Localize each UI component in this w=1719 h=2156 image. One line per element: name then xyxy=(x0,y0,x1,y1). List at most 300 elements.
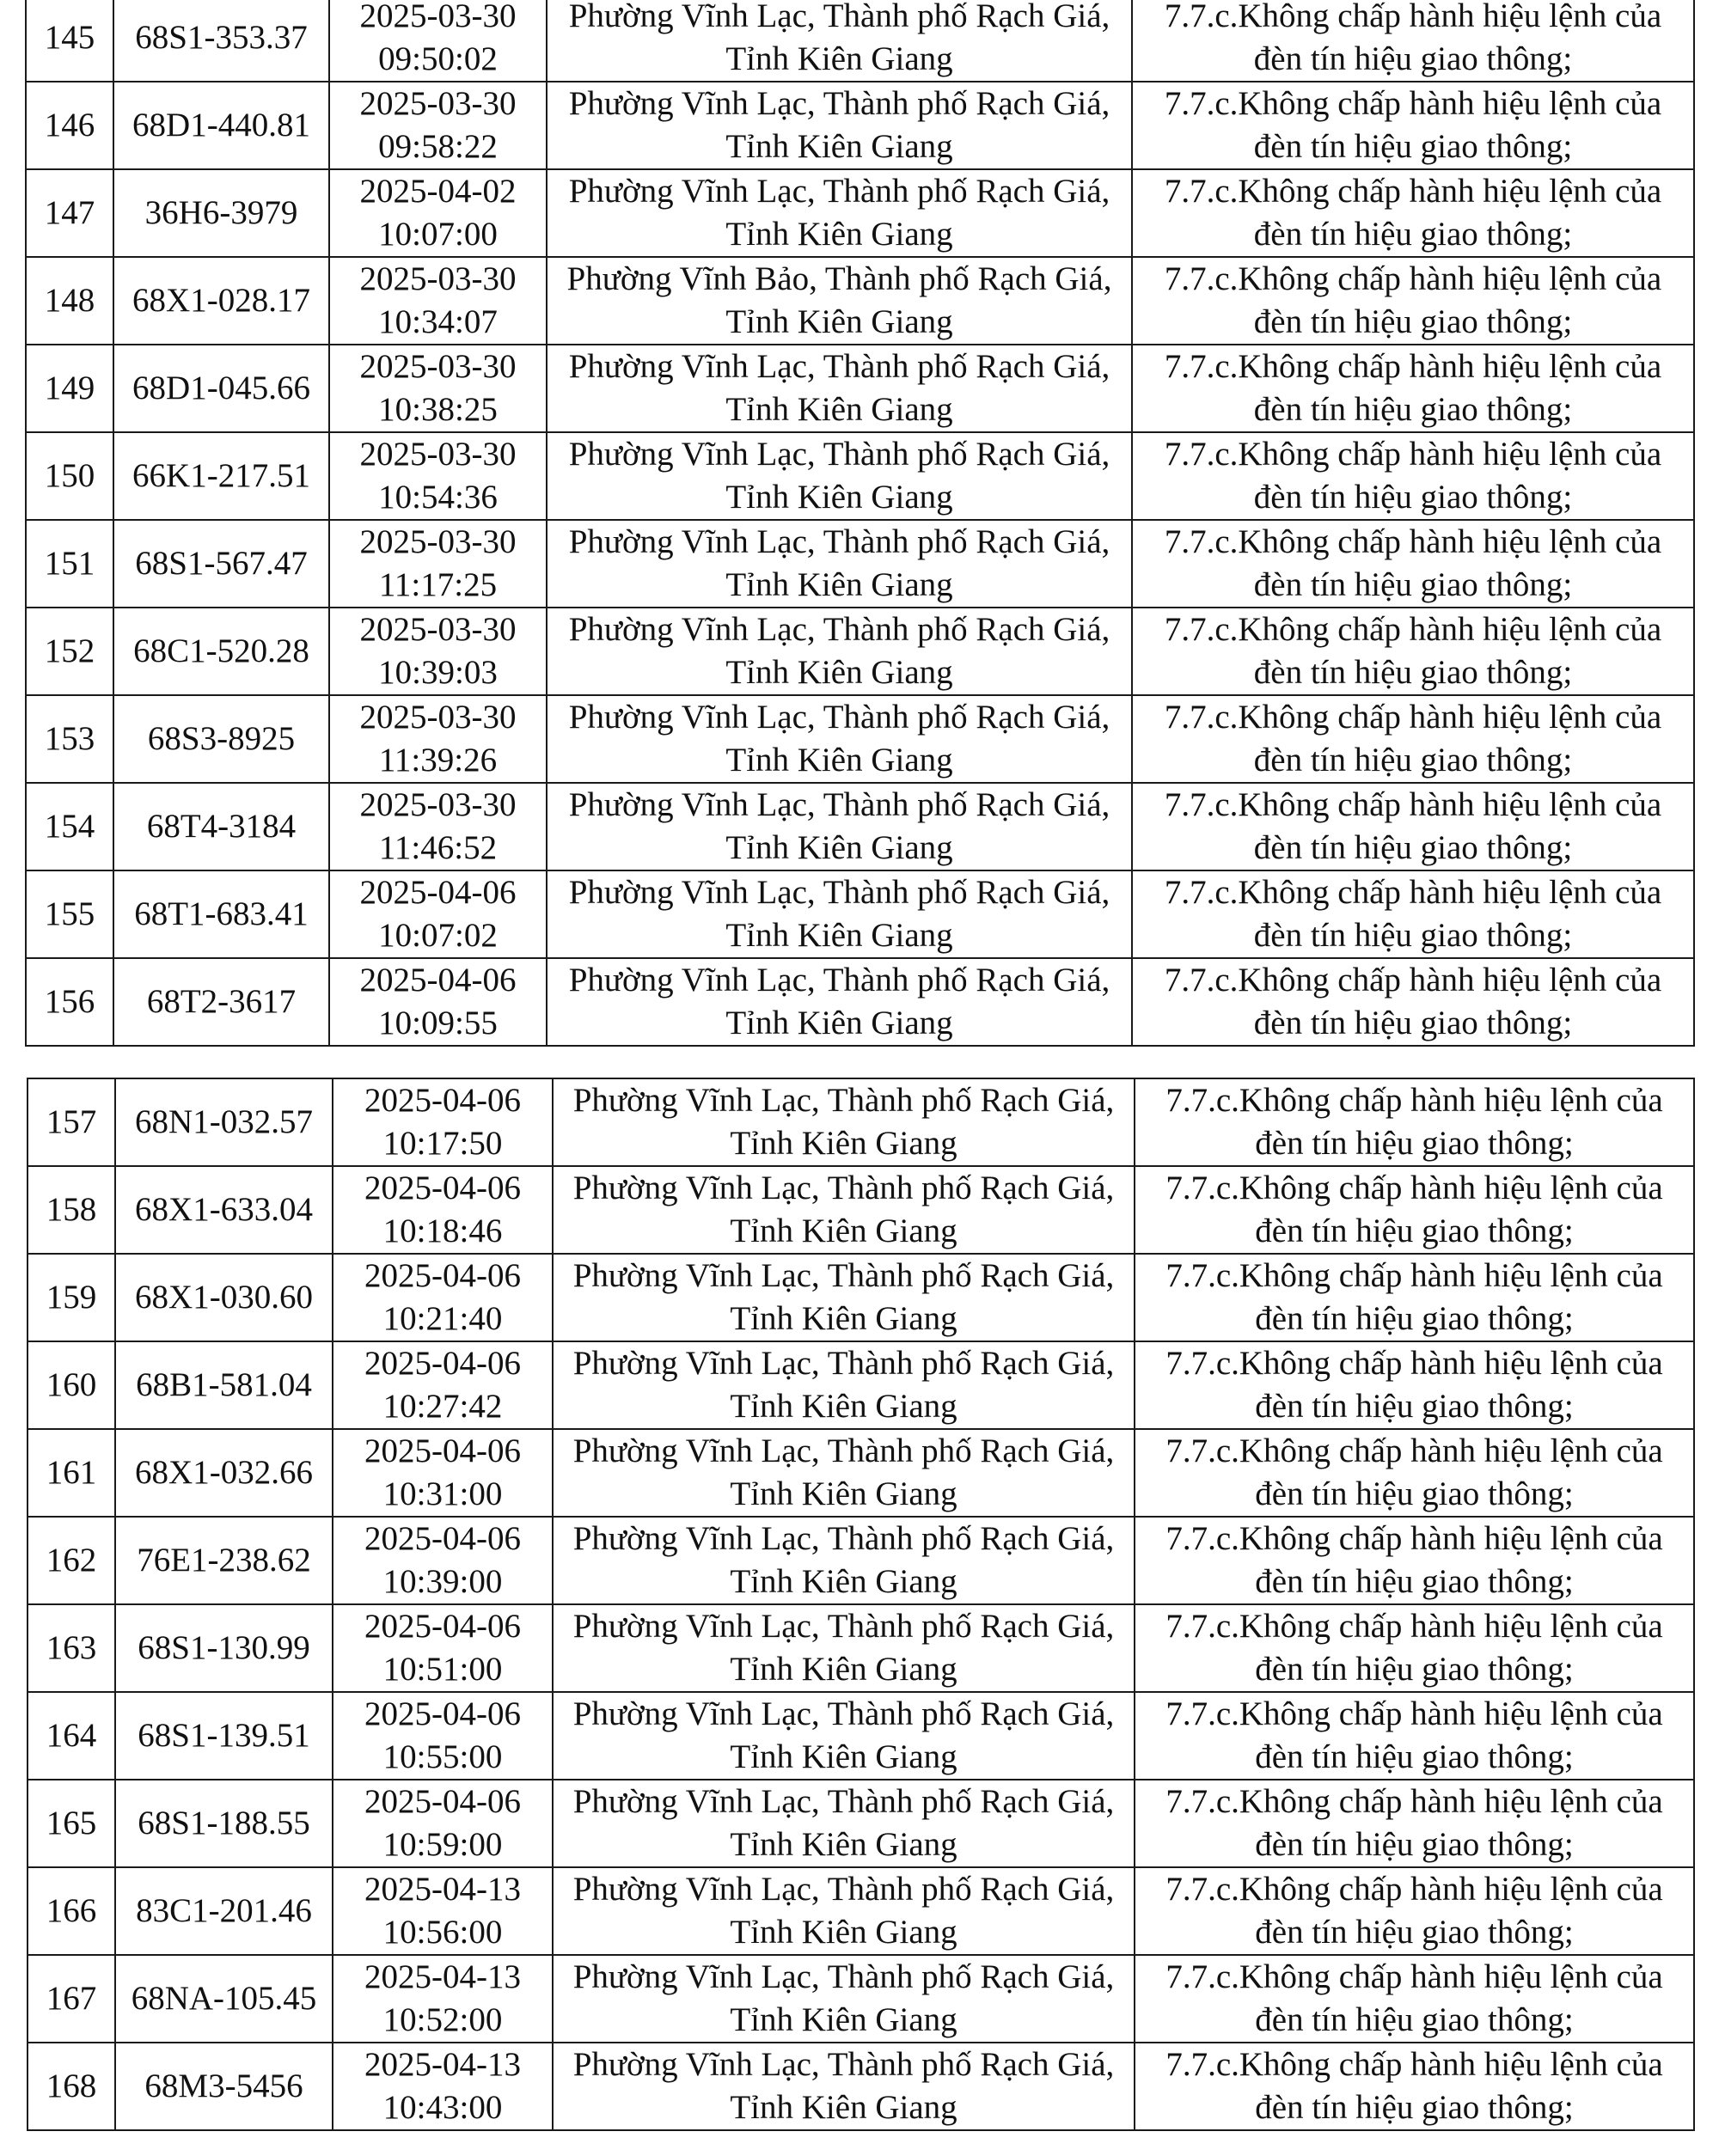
cell-violation-violation-line1: 7.7.c.Không chấp hành hiệu lệnh của xyxy=(1165,1520,1663,1557)
cell-plate xyxy=(113,695,329,783)
cell-number-no: 161 xyxy=(46,1454,97,1491)
cell-location xyxy=(547,82,1132,169)
cell-location xyxy=(547,870,1132,958)
cell-location xyxy=(547,169,1132,257)
cell-location-location-line2: Tỉnh Kiên Giang xyxy=(730,1651,957,1688)
cell-location-location-line1: Phường Vĩnh Lạc, Thành phố Rạch Giá, xyxy=(568,348,1110,385)
cell-plate-plate: 68T1-683.41 xyxy=(134,895,309,932)
cell-datetime-date: 2025-03-30 xyxy=(359,699,517,736)
cell-violation-violation-line2: đèn tín hiệu giao thông; xyxy=(1253,391,1573,428)
cell-datetime-time: 11:46:52 xyxy=(378,829,498,866)
cell-plate xyxy=(115,1780,333,1867)
cell-location-location-line2: Tỉnh Kiên Giang xyxy=(730,2001,957,2038)
cell-datetime-time: 10:07:00 xyxy=(378,216,498,253)
cell-datetime-time: 10:39:00 xyxy=(382,1563,503,1600)
cell-number-no: 146 xyxy=(44,107,95,144)
cell-datetime-date: 2025-04-13 xyxy=(364,2046,521,2083)
cell-number xyxy=(28,1517,115,1604)
cell-location-location-line1: Phường Vĩnh Lạc, Thành phố Rạch Giá, xyxy=(572,1082,1115,1119)
cell-number-no: 167 xyxy=(46,1980,97,2017)
cell-violation-violation-line2: đèn tín hiệu giao thông; xyxy=(1255,1212,1574,1249)
cell-plate-plate: 68T2-3617 xyxy=(146,983,297,1020)
cell-datetime-date: 2025-04-06 xyxy=(359,874,517,911)
cell-number xyxy=(28,2043,115,2130)
cell-plate xyxy=(115,1604,333,1692)
cell-location-location-line2: Tỉnh Kiên Giang xyxy=(725,128,953,165)
cell-location-location-line1: Phường Vĩnh Lạc, Thành phố Rạch Giá, xyxy=(572,1432,1115,1469)
cell-number xyxy=(28,1867,115,1955)
cell-datetime xyxy=(333,1078,553,1166)
cell-violation-violation-line1: 7.7.c.Không chấp hành hiệu lệnh của xyxy=(1164,436,1662,473)
cell-location-location-line2: Tỉnh Kiên Giang xyxy=(725,566,953,603)
cell-datetime xyxy=(333,1867,553,1955)
cell-plate-plate: 68S3-8925 xyxy=(147,720,296,757)
table-row xyxy=(28,1254,1694,1341)
table-row xyxy=(26,345,1694,432)
cell-location-location-line1: Phường Vĩnh Lạc, Thành phố Rạch Giá, xyxy=(568,0,1110,34)
cell-violation-violation-line1: 7.7.c.Không chấp hành hiệu lệnh của xyxy=(1165,1695,1663,1732)
cell-location-location-line1: Phường Vĩnh Lạc, Thành phố Rạch Giá, xyxy=(568,436,1110,473)
cell-plate xyxy=(115,1166,333,1254)
cell-number xyxy=(26,345,113,432)
cell-location xyxy=(553,1166,1135,1254)
cell-location xyxy=(553,1604,1135,1692)
cell-violation-violation-line1: 7.7.c.Không chấp hành hiệu lệnh của xyxy=(1164,173,1662,210)
cell-datetime-time: 09:50:02 xyxy=(378,40,498,77)
cell-violation-violation-line1: 7.7.c.Không chấp hành hiệu lệnh của xyxy=(1164,786,1662,823)
cell-violation-violation-line2: đèn tín hiệu giao thông; xyxy=(1253,829,1573,866)
cell-plate xyxy=(115,1692,333,1780)
cell-location-location-line1: Phường Vĩnh Lạc, Thành phố Rạch Giá, xyxy=(568,786,1110,823)
cell-datetime xyxy=(333,1517,553,1604)
cell-number xyxy=(28,1780,115,1867)
cell-violation xyxy=(1135,1078,1694,1166)
table-row xyxy=(28,1429,1694,1517)
cell-violation xyxy=(1132,169,1694,257)
cell-violation-violation-line1: 7.7.c.Không chấp hành hiệu lệnh của xyxy=(1164,348,1662,385)
cell-violation-violation-line2: đèn tín hiệu giao thông; xyxy=(1255,1300,1574,1337)
cell-violation xyxy=(1135,1341,1694,1429)
cell-datetime-date: 2025-04-06 xyxy=(359,962,517,999)
cell-location xyxy=(547,958,1132,1046)
cell-number xyxy=(26,169,113,257)
cell-location-location-line1: Phường Vĩnh Bảo, Thành phố Rạch Giá, xyxy=(566,260,1112,297)
cell-location xyxy=(547,345,1132,432)
cell-datetime-date: 2025-03-30 xyxy=(359,523,517,560)
cell-datetime-time: 11:39:26 xyxy=(378,742,498,779)
cell-violation-violation-line2: đèn tín hiệu giao thông; xyxy=(1255,1388,1574,1425)
cell-violation xyxy=(1135,1692,1694,1780)
cell-violation-violation-line1: 7.7.c.Không chấp hành hiệu lệnh của xyxy=(1164,962,1662,999)
cell-violation-violation-line1: 7.7.c.Không chấp hành hiệu lệnh của xyxy=(1164,260,1662,297)
cell-violation-violation-line2: đèn tín hiệu giao thông; xyxy=(1255,1563,1574,1600)
violations-table-top xyxy=(25,0,1695,1047)
cell-violation-violation-line1: 7.7.c.Không chấp hành hiệu lệnh của xyxy=(1165,1082,1663,1119)
cell-location-location-line1: Phường Vĩnh Lạc, Thành phố Rạch Giá, xyxy=(568,611,1110,648)
cell-datetime-date: 2025-04-06 xyxy=(364,1082,521,1119)
cell-number-no: 156 xyxy=(44,983,95,1020)
cell-plate xyxy=(113,520,329,608)
cell-plate xyxy=(113,608,329,695)
table-row xyxy=(26,695,1694,783)
cell-number-no: 145 xyxy=(44,19,95,56)
cell-violation xyxy=(1135,1254,1694,1341)
cell-datetime-time: 10:51:00 xyxy=(382,1651,503,1688)
cell-plate-plate: 66K1-217.51 xyxy=(132,457,310,494)
cell-datetime-time: 10:17:50 xyxy=(382,1125,503,1162)
cell-plate xyxy=(113,432,329,520)
cell-violation xyxy=(1132,0,1694,82)
cell-datetime-time: 10:09:55 xyxy=(378,1005,498,1041)
cell-violation xyxy=(1135,1867,1694,1955)
cell-datetime-time: 11:17:25 xyxy=(378,566,498,603)
cell-violation-violation-line1: 7.7.c.Không chấp hành hiệu lệnh của xyxy=(1165,1608,1663,1645)
cell-violation xyxy=(1135,1517,1694,1604)
cell-violation-violation-line1: 7.7.c.Không chấp hành hiệu lệnh của xyxy=(1165,1871,1663,1908)
cell-location xyxy=(553,1517,1135,1604)
cell-location-location-line1: Phường Vĩnh Lạc, Thành phố Rạch Giá, xyxy=(572,1783,1115,1820)
cell-location-location-line1: Phường Vĩnh Lạc, Thành phố Rạch Giá, xyxy=(572,2046,1115,2083)
cell-number-no: 159 xyxy=(46,1279,97,1316)
cell-number-no: 157 xyxy=(46,1103,97,1140)
cell-datetime-date: 2025-03-30 xyxy=(359,786,517,823)
cell-violation-violation-line2: đèn tín hiệu giao thông; xyxy=(1253,654,1573,691)
cell-plate xyxy=(113,257,329,345)
cell-violation xyxy=(1135,1780,1694,1867)
cell-plate-plate: 68D1-440.81 xyxy=(132,107,310,144)
cell-violation-violation-line1: 7.7.c.Không chấp hành hiệu lệnh của xyxy=(1164,523,1662,560)
cell-location-location-line1: Phường Vĩnh Lạc, Thành phố Rạch Giá, xyxy=(572,1958,1115,1995)
cell-datetime-time: 10:18:46 xyxy=(382,1212,503,1249)
cell-datetime xyxy=(329,257,547,345)
cell-location xyxy=(547,783,1132,870)
cell-plate xyxy=(115,1429,333,1517)
cell-location-location-line2: Tỉnh Kiên Giang xyxy=(725,303,953,340)
cell-location xyxy=(547,695,1132,783)
table-body-bottom xyxy=(28,1078,1694,2130)
cell-violation-violation-line1: 7.7.c.Không chấp hành hiệu lệnh của xyxy=(1164,874,1662,911)
cell-location-location-line2: Tỉnh Kiên Giang xyxy=(725,654,953,691)
cell-violation-violation-line1: 7.7.c.Không chấp hành hiệu lệnh của xyxy=(1165,1345,1663,1382)
cell-location-location-line1: Phường Vĩnh Lạc, Thành phố Rạch Giá, xyxy=(572,1608,1115,1645)
cell-plate xyxy=(115,1078,333,1166)
cell-location xyxy=(553,1780,1135,1867)
cell-violation-violation-line2: đèn tín hiệu giao thông; xyxy=(1253,303,1573,340)
cell-plate-plate: 68B1-581.04 xyxy=(136,1366,312,1403)
cell-plate xyxy=(113,958,329,1046)
cell-datetime xyxy=(329,169,547,257)
table-row xyxy=(28,2043,1694,2130)
cell-datetime-time: 10:43:00 xyxy=(382,2089,503,2126)
cell-datetime-time: 09:58:22 xyxy=(378,128,498,165)
cell-location-location-line1: Phường Vĩnh Lạc, Thành phố Rạch Giá, xyxy=(568,85,1110,122)
cell-datetime-date: 2025-03-30 xyxy=(359,260,517,297)
cell-violation-violation-line2: đèn tín hiệu giao thông; xyxy=(1255,1475,1574,1512)
cell-plate xyxy=(113,169,329,257)
cell-plate xyxy=(113,0,329,82)
cell-number-no: 152 xyxy=(44,632,95,669)
cell-violation-violation-line2: đèn tín hiệu giao thông; xyxy=(1253,479,1573,516)
table-row xyxy=(26,520,1694,608)
cell-location xyxy=(553,1341,1135,1429)
cell-datetime xyxy=(329,432,547,520)
cell-datetime xyxy=(333,1604,553,1692)
table-body-top xyxy=(26,0,1694,1046)
cell-plate xyxy=(115,1867,333,1955)
cell-number-no: 166 xyxy=(46,1892,97,1929)
cell-violation xyxy=(1135,1166,1694,1254)
cell-violation xyxy=(1135,2043,1694,2130)
cell-datetime-date: 2025-03-30 xyxy=(359,436,517,473)
cell-plate-plate: 68S1-139.51 xyxy=(138,1717,310,1754)
cell-number xyxy=(28,1429,115,1517)
cell-plate-plate: 68X1-030.60 xyxy=(135,1279,313,1316)
table-row xyxy=(28,1780,1694,1867)
cell-violation-violation-line2: đèn tín hiệu giao thông; xyxy=(1253,566,1573,603)
cell-location-location-line2: Tỉnh Kiên Giang xyxy=(730,1125,957,1162)
cell-datetime xyxy=(329,958,547,1046)
cell-plate-plate: 68S1-130.99 xyxy=(138,1629,310,1666)
cell-number xyxy=(28,1078,115,1166)
cell-violation xyxy=(1132,432,1694,520)
cell-datetime xyxy=(329,695,547,783)
cell-location-location-line1: Phường Vĩnh Lạc, Thành phố Rạch Giá, xyxy=(568,699,1110,736)
cell-datetime-date: 2025-04-13 xyxy=(364,1871,521,1908)
cell-location-location-line2: Tỉnh Kiên Giang xyxy=(730,1914,957,1951)
table-row xyxy=(28,1078,1694,1166)
cell-location-location-line2: Tỉnh Kiên Giang xyxy=(725,742,953,779)
cell-datetime xyxy=(329,608,547,695)
cell-datetime-date: 2025-03-30 xyxy=(359,85,517,122)
cell-violation-violation-line1: 7.7.c.Không chấp hành hiệu lệnh của xyxy=(1164,0,1662,34)
cell-plate xyxy=(113,345,329,432)
cell-number-no: 150 xyxy=(44,457,95,494)
cell-number xyxy=(28,1166,115,1254)
cell-violation-violation-line2: đèn tín hiệu giao thông; xyxy=(1255,1125,1574,1162)
table-row xyxy=(26,870,1694,958)
cell-plate xyxy=(115,1341,333,1429)
violations-table-bottom xyxy=(27,1078,1695,2131)
cell-plate xyxy=(115,1254,333,1341)
cell-violation xyxy=(1135,1429,1694,1517)
cell-datetime xyxy=(333,1429,553,1517)
cell-location xyxy=(547,432,1132,520)
cell-violation-violation-line1: 7.7.c.Không chấp hành hiệu lệnh của xyxy=(1165,2046,1663,2083)
cell-location-location-line2: Tỉnh Kiên Giang xyxy=(730,1563,957,1600)
cell-location xyxy=(553,1955,1135,2043)
cell-plate xyxy=(113,783,329,870)
cell-number xyxy=(26,0,113,82)
cell-datetime xyxy=(333,1254,553,1341)
table-row xyxy=(28,1166,1694,1254)
cell-datetime xyxy=(333,1692,553,1780)
cell-datetime-date: 2025-04-02 xyxy=(359,173,517,210)
cell-plate xyxy=(115,1517,333,1604)
cell-plate-plate: 68S1-567.47 xyxy=(135,545,308,582)
table-row xyxy=(26,0,1694,82)
cell-number-no: 154 xyxy=(44,808,95,845)
cell-location xyxy=(553,1429,1135,1517)
cell-datetime-time: 10:59:00 xyxy=(382,1826,503,1863)
cell-location-location-line1: Phường Vĩnh Lạc, Thành phố Rạch Giá, xyxy=(572,1257,1115,1294)
cell-violation-violation-line1: 7.7.c.Không chấp hành hiệu lệnh của xyxy=(1165,1958,1663,1995)
table-row xyxy=(26,432,1694,520)
cell-violation xyxy=(1132,870,1694,958)
cell-plate-plate: 68X1-032.66 xyxy=(135,1454,313,1491)
cell-datetime-date: 2025-04-06 xyxy=(364,1170,521,1206)
cell-plate-plate: 68M3-5456 xyxy=(144,2067,303,2104)
cell-datetime-time: 10:39:03 xyxy=(378,654,498,691)
cell-location xyxy=(553,1078,1135,1166)
cell-datetime-date: 2025-04-06 xyxy=(364,1783,521,1820)
cell-number xyxy=(28,1604,115,1692)
table-row xyxy=(28,1604,1694,1692)
cell-plate-plate: 68N1-032.57 xyxy=(135,1103,313,1140)
table-row xyxy=(26,608,1694,695)
cell-datetime xyxy=(329,520,547,608)
table-row xyxy=(26,783,1694,870)
table-row xyxy=(28,1692,1694,1780)
cell-location-location-line1: Phường Vĩnh Lạc, Thành phố Rạch Giá, xyxy=(572,1871,1115,1908)
cell-datetime xyxy=(333,1166,553,1254)
cell-location-location-line1: Phường Vĩnh Lạc, Thành phố Rạch Giá, xyxy=(568,874,1110,911)
cell-number-no: 148 xyxy=(44,282,95,319)
cell-location xyxy=(547,257,1132,345)
cell-violation-violation-line2: đèn tín hiệu giao thông; xyxy=(1253,128,1573,165)
cell-location-location-line1: Phường Vĩnh Lạc, Thành phố Rạch Giá, xyxy=(568,962,1110,999)
cell-number xyxy=(28,1341,115,1429)
cell-location-location-line2: Tỉnh Kiên Giang xyxy=(730,1475,957,1512)
cell-datetime xyxy=(333,1955,553,2043)
cell-violation-violation-line2: đèn tín hiệu giao thông; xyxy=(1253,40,1573,77)
cell-datetime-date: 2025-04-06 xyxy=(364,1257,521,1294)
cell-location-location-line1: Phường Vĩnh Lạc, Thành phố Rạch Giá, xyxy=(572,1345,1115,1382)
cell-location xyxy=(553,2043,1135,2130)
cell-location-location-line2: Tỉnh Kiên Giang xyxy=(725,1005,953,1041)
table-row xyxy=(26,82,1694,169)
cell-number-no: 149 xyxy=(44,370,95,406)
table-row xyxy=(26,958,1694,1046)
cell-plate-plate: 76E1-238.62 xyxy=(137,1542,311,1579)
cell-number-no: 160 xyxy=(46,1366,97,1403)
cell-location-location-line2: Tỉnh Kiên Giang xyxy=(730,1212,957,1249)
cell-datetime-time: 10:56:00 xyxy=(382,1914,503,1951)
cell-plate-plate: 68D1-045.66 xyxy=(132,370,310,406)
cell-location-location-line2: Tỉnh Kiên Giang xyxy=(730,1300,957,1337)
cell-location xyxy=(547,0,1132,82)
cell-datetime-date: 2025-04-06 xyxy=(364,1695,521,1732)
cell-number-no: 168 xyxy=(46,2067,97,2104)
cell-location xyxy=(553,1692,1135,1780)
cell-datetime-time: 10:31:00 xyxy=(382,1475,503,1512)
cell-violation xyxy=(1132,608,1694,695)
cell-datetime-time: 10:27:42 xyxy=(382,1388,503,1425)
cell-number xyxy=(26,257,113,345)
cell-location-location-line2: Tỉnh Kiên Giang xyxy=(725,40,953,77)
cell-number-no: 153 xyxy=(44,720,95,757)
cell-plate-plate: 68S1-353.37 xyxy=(135,19,308,56)
cell-violation-violation-line1: 7.7.c.Không chấp hành hiệu lệnh của xyxy=(1164,699,1662,736)
cell-violation-violation-line2: đèn tín hiệu giao thông; xyxy=(1253,1005,1573,1041)
cell-plate-plate: 68X1-028.17 xyxy=(132,282,310,319)
cell-datetime-time: 10:38:25 xyxy=(378,391,498,428)
cell-plate-plate: 36H6-3979 xyxy=(144,194,298,231)
cell-datetime-time: 10:34:07 xyxy=(378,303,498,340)
cell-plate-plate: 68NA-105.45 xyxy=(131,1980,317,2017)
cell-violation-violation-line2: đèn tín hiệu giao thông; xyxy=(1255,1651,1574,1688)
cell-number-no: 163 xyxy=(46,1629,97,1666)
cell-location-location-line2: Tỉnh Kiên Giang xyxy=(730,1826,957,1863)
cell-datetime xyxy=(329,870,547,958)
cell-violation-violation-line1: 7.7.c.Không chấp hành hiệu lệnh của xyxy=(1165,1783,1663,1820)
cell-violation-violation-line1: 7.7.c.Không chấp hành hiệu lệnh của xyxy=(1165,1432,1663,1469)
cell-number xyxy=(26,432,113,520)
cell-number xyxy=(26,958,113,1046)
cell-violation-violation-line2: đèn tín hiệu giao thông; xyxy=(1255,1914,1574,1951)
cell-number xyxy=(26,82,113,169)
cell-location-location-line1: Phường Vĩnh Lạc, Thành phố Rạch Giá, xyxy=(572,1520,1115,1557)
table-row xyxy=(26,257,1694,345)
cell-violation-violation-line2: đèn tín hiệu giao thông; xyxy=(1253,742,1573,779)
cell-plate xyxy=(115,1955,333,2043)
cell-number xyxy=(26,870,113,958)
table-row xyxy=(28,1955,1694,2043)
cell-datetime xyxy=(333,2043,553,2130)
cell-violation xyxy=(1132,82,1694,169)
cell-datetime-time: 10:55:00 xyxy=(382,1738,503,1775)
cell-violation-violation-line1: 7.7.c.Không chấp hành hiệu lệnh của xyxy=(1164,611,1662,648)
cell-violation-violation-line1: 7.7.c.Không chấp hành hiệu lệnh của xyxy=(1165,1257,1663,1294)
cell-datetime-date: 2025-03-30 xyxy=(359,611,517,648)
cell-number xyxy=(26,520,113,608)
cell-violation xyxy=(1132,257,1694,345)
cell-violation xyxy=(1132,345,1694,432)
cell-location-location-line2: Tỉnh Kiên Giang xyxy=(730,1388,957,1425)
cell-location-location-line1: Phường Vĩnh Lạc, Thành phố Rạch Giá, xyxy=(568,173,1110,210)
cell-number-no: 165 xyxy=(46,1805,97,1841)
table-row xyxy=(26,169,1694,257)
cell-number-no: 147 xyxy=(44,194,95,231)
cell-location-location-line2: Tỉnh Kiên Giang xyxy=(725,216,953,253)
cell-location-location-line1: Phường Vĩnh Lạc, Thành phố Rạch Giá, xyxy=(572,1695,1115,1732)
cell-violation xyxy=(1135,1604,1694,1692)
cell-violation-violation-line2: đèn tín hiệu giao thông; xyxy=(1253,216,1573,253)
cell-location-location-line2: Tỉnh Kiên Giang xyxy=(725,391,953,428)
cell-number xyxy=(26,608,113,695)
cell-violation xyxy=(1132,783,1694,870)
cell-datetime-time: 10:07:02 xyxy=(378,917,498,954)
cell-datetime xyxy=(329,783,547,870)
cell-plate xyxy=(115,2043,333,2130)
cell-number xyxy=(26,783,113,870)
cell-plate-plate: 68C1-520.28 xyxy=(133,632,309,669)
cell-violation-violation-line2: đèn tín hiệu giao thông; xyxy=(1255,1826,1574,1863)
cell-plate-plate: 68T4-3184 xyxy=(146,808,297,845)
cell-datetime-date: 2025-04-13 xyxy=(364,1958,521,1995)
cell-location-location-line1: Phường Vĩnh Lạc, Thành phố Rạch Giá, xyxy=(572,1170,1115,1206)
cell-datetime xyxy=(329,82,547,169)
cell-violation-violation-line2: đèn tín hiệu giao thông; xyxy=(1255,2089,1574,2126)
cell-datetime-time: 10:54:36 xyxy=(378,479,498,516)
cell-datetime-date: 2025-04-06 xyxy=(364,1432,521,1469)
cell-number-no: 164 xyxy=(46,1717,97,1754)
cell-violation-violation-line1: 7.7.c.Không chấp hành hiệu lệnh của xyxy=(1165,1170,1663,1206)
cell-plate-plate: 68X1-633.04 xyxy=(135,1191,313,1228)
cell-datetime-date: 2025-04-06 xyxy=(364,1520,521,1557)
cell-number-no: 151 xyxy=(44,545,95,582)
cell-number xyxy=(28,1955,115,2043)
cell-number xyxy=(28,1254,115,1341)
